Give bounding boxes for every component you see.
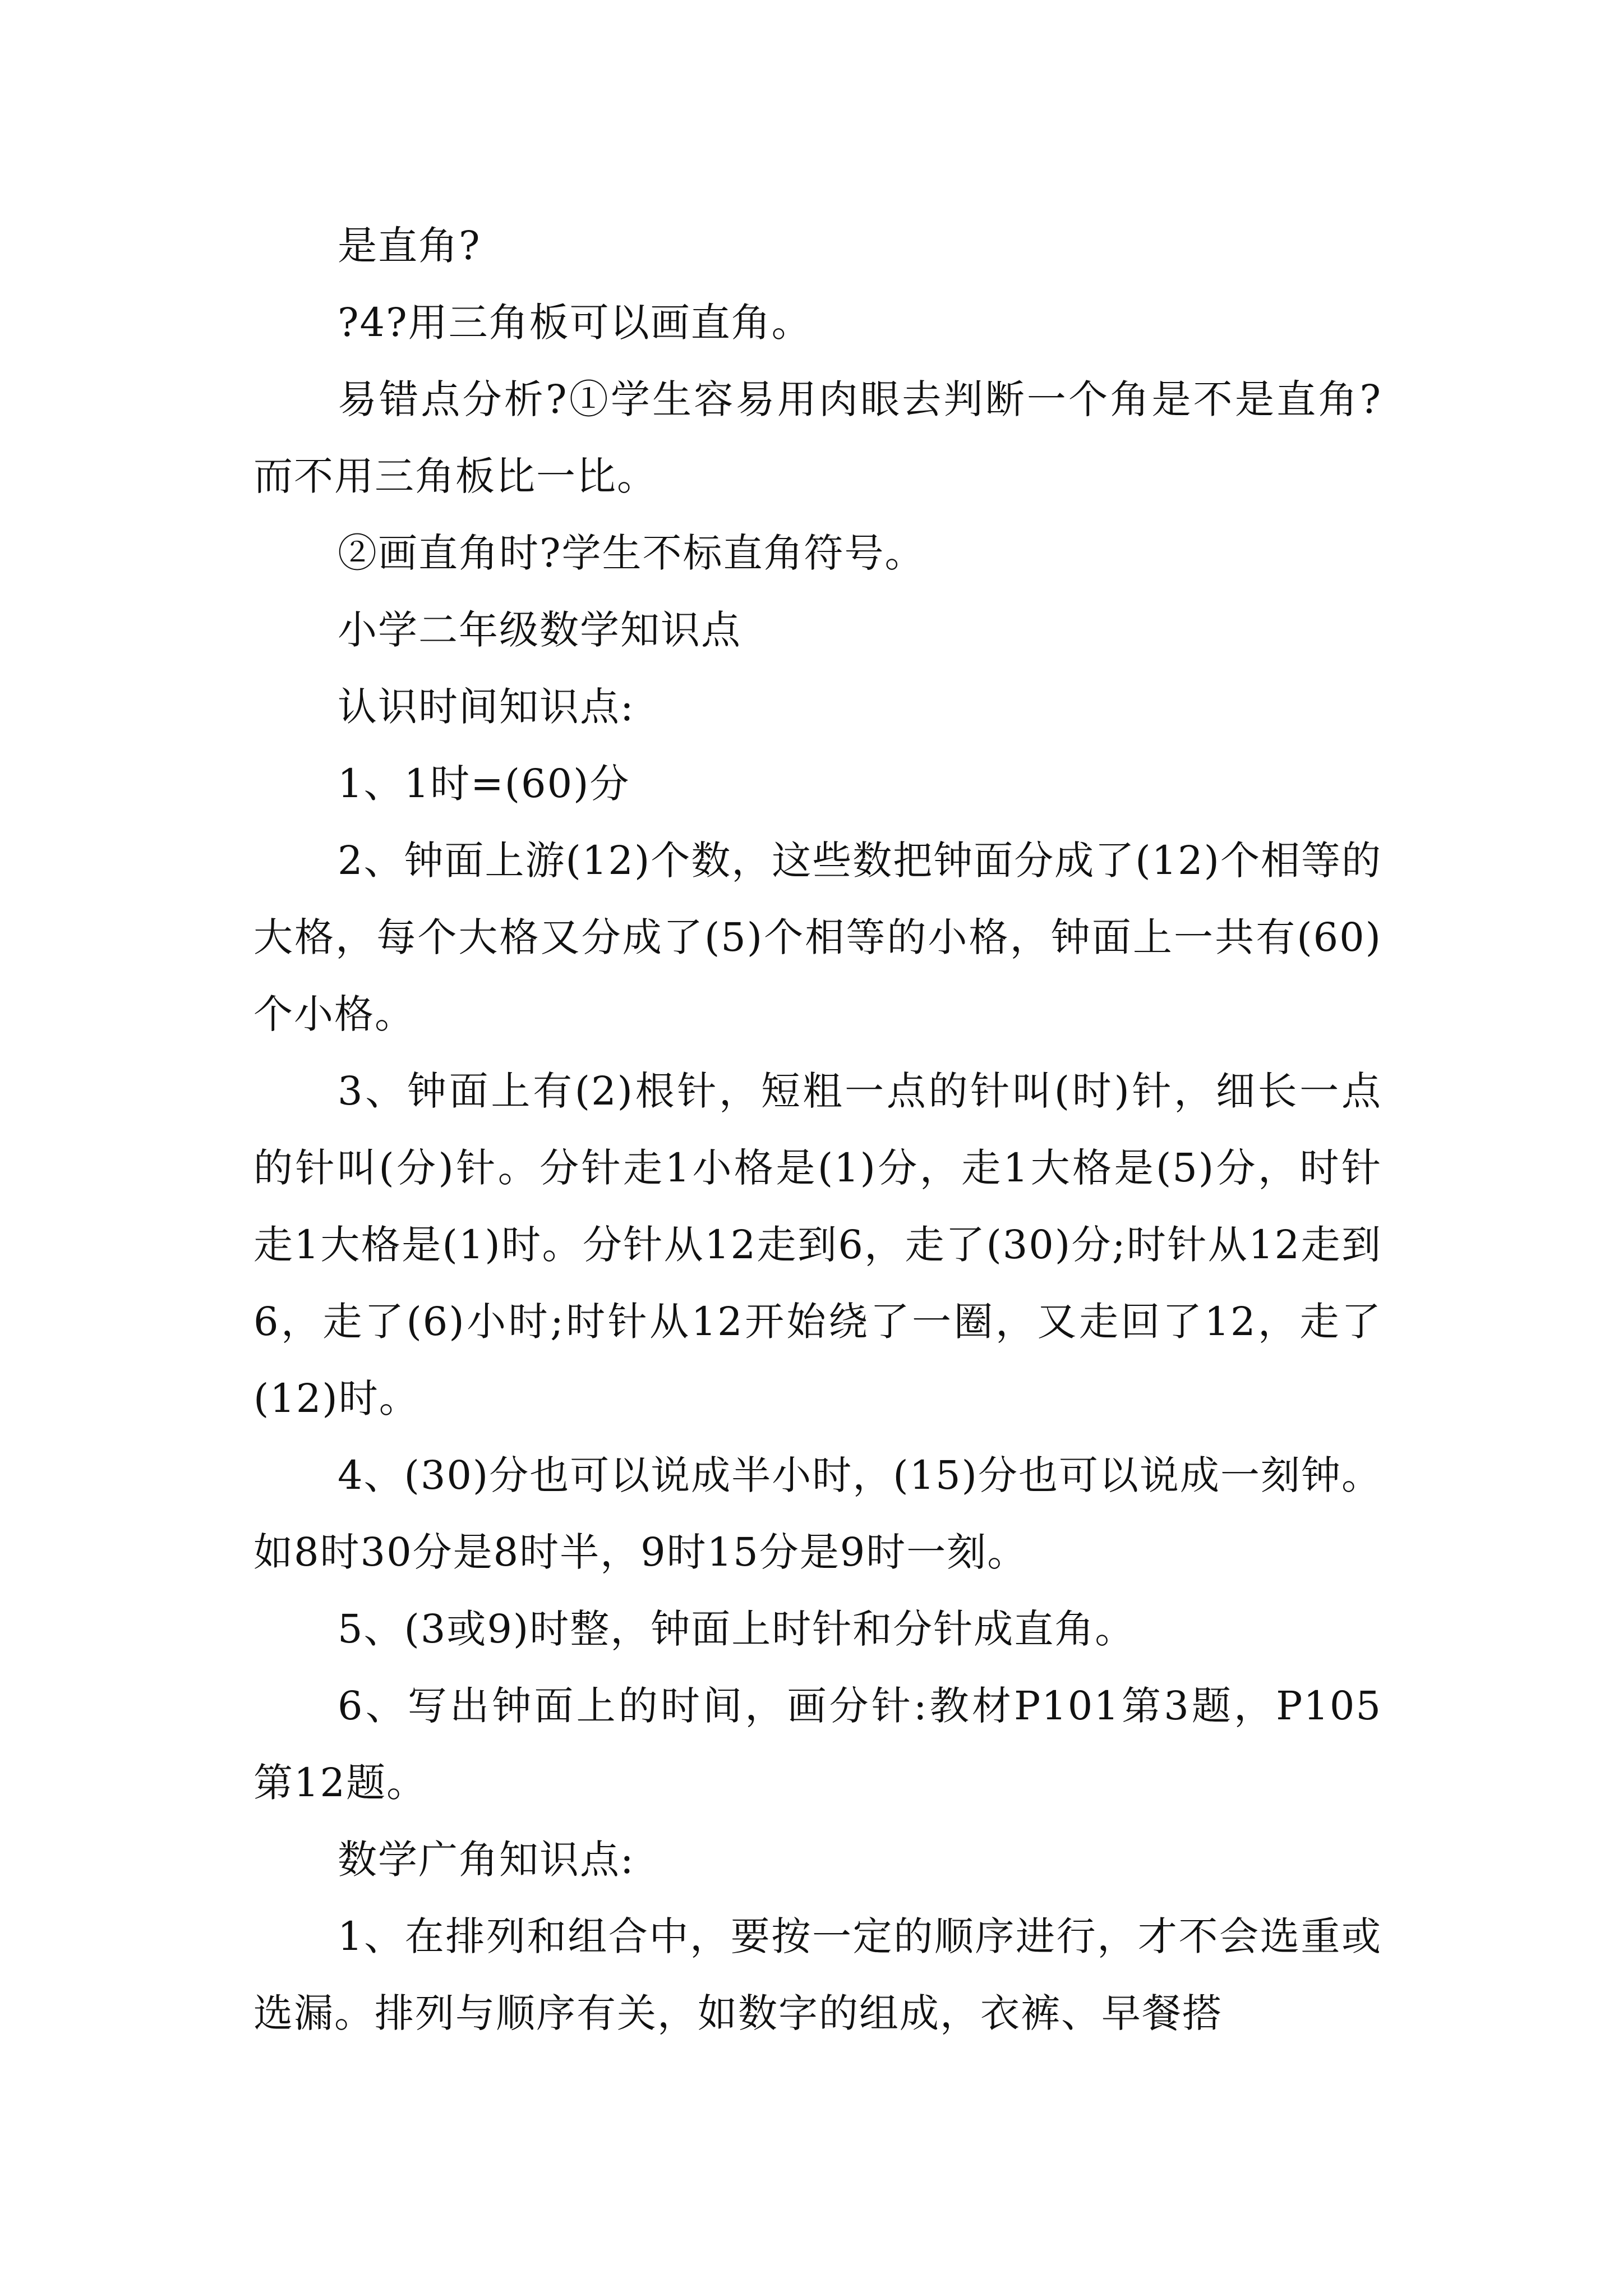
subsection-heading-time: 认识时间知识点: bbox=[338, 684, 635, 730]
list-item-math-1: 1、在排列和组合中，要按一定的顺序进行，才不会选重或选漏。排列与顺序有关，如数字的组成，衣裤、早餐搭 bbox=[253, 1913, 1382, 2036]
paragraph-error-2: ②画直角时?学生不标直角符号。 bbox=[338, 530, 925, 576]
paragraph-continuation: 是直角? bbox=[338, 223, 481, 269]
list-item-3: 3、钟面上有(2)根针，短粗一点的针叫(时)针，细长一点的针叫(分)针。分针走1小格是(1)分，走1大格是(5)分，时针走1大格是(1)时。分针从12走到6，走了(30)分;时针从12走到6，走了(6)小时;时针从12开始绕了一圈，又走回了12，走了(12)时。 bbox=[253, 1068, 1382, 1421]
subsection-heading-math-wide-angle: 数学广角知识点: bbox=[338, 1837, 635, 1883]
list-item-2: 2、钟面上游(12)个数，这些数把钟面分成了(12)个相等的大格，每个大格又分成了(5)个相等的小格，钟面上一共有(60)个小格。 bbox=[253, 838, 1382, 1037]
paragraph-point-4: ?4?用三角板可以画直角。 bbox=[338, 300, 812, 346]
document-body bbox=[253, 208, 1382, 2052]
list-item-4: 4、(30)分也可以说成半小时，(15)分也可以说成一刻钟。如8时30分是8时半，9时15分是9时一刻。 bbox=[253, 1452, 1382, 1575]
list-item-1: 1、1时=(60)分 bbox=[338, 761, 630, 807]
section-heading: 小学二年级数学知识点 bbox=[338, 607, 741, 653]
paragraph-error-analysis: 易错点分析?①学生容易用肉眼去判断一个角是不是直角?而不用三角板比一比。 bbox=[253, 376, 1382, 499]
list-item-5: 5、(3或9)时整，钟面上时针和分针成直角。 bbox=[338, 1606, 1136, 1652]
list-item-6: 6、写出钟面上的时间，画分针:教材P101第3题，P105第12题。 bbox=[253, 1683, 1382, 1806]
